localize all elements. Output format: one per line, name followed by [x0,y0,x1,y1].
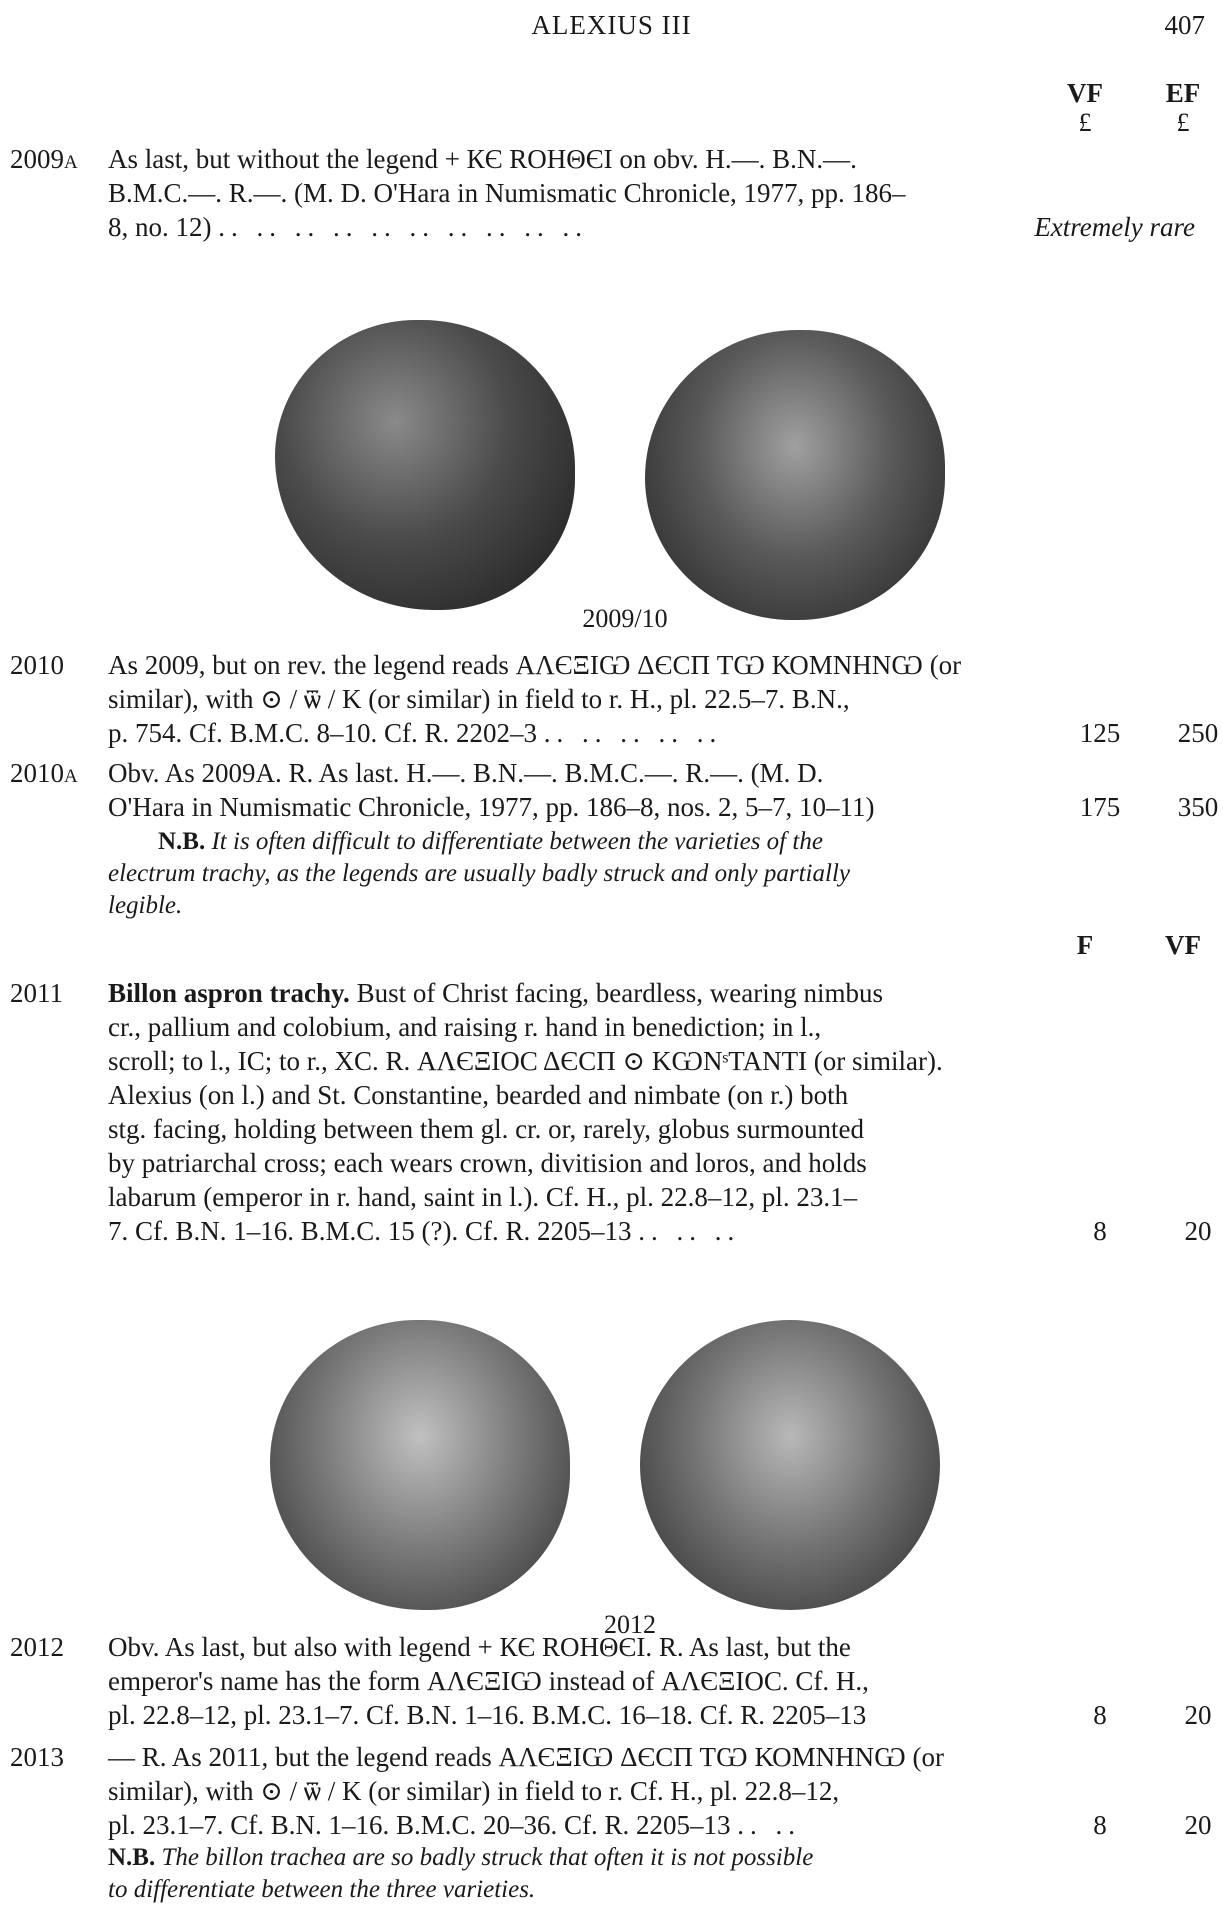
coin-figure-2009-10 [275,320,975,640]
price-f: 8 [1093,1216,1107,1246]
running-title: ALEXIUS III [531,10,692,40]
ef-heading: EF [1165,78,1201,108]
nota-bene-electrum: N.B. It is often difficult to differentiate between the varieties of the electrum trachy, as the legends are usually badly struck and only partially legible. [108,828,850,919]
vf-currency: £ [1078,108,1092,137]
page-header [0,8,1223,48]
description-line: 7. Cf. B.N. 1–16. B.M.C. 15 (?). Cf. R. 2205–13 .. .. .. [108,1216,741,1246]
description-line: similar), with ⊙ / ѿ / K (or similar) in field to r. Cf. H., pl. 22.8–12, [108,1776,840,1806]
coin-obverse-image [270,1320,570,1610]
vf-heading: VF [1067,78,1103,108]
leader-dots: .. .. .. [638,1216,741,1246]
description-line: As last, but without the legend + КЄ ROHΘЄI on obv. H.—. B.N.—. [108,144,857,174]
description-line: Alexius (on l.) and St. Constantine, bearded and nimbate (on r.) both [108,1080,849,1110]
entry-description [108,976,1008,1248]
coin-obverse-image [275,320,575,610]
nota-bene-billon: N.B. The billon trachea are so badly struck that often it is not possible to differentiate between the three varieties. [108,1844,814,1903]
catalogue-entry-2009a [10,142,1210,252]
entry-number: 2012 [10,1632,64,1662]
entry-number: 2010A [10,758,79,788]
price-vf: 125 [1079,718,1121,748]
catalogue-entry-2013 [10,1740,1210,1850]
description-line: similar), with ⊙ / ѿ / K (or similar) in field to r. H., pl. 22.5–7. B.N., [108,684,850,714]
entry-description [108,142,1008,244]
description-line: O'Hara in Numismatic Chronicle, 1977, pp. 186–8, nos. 2, 5–7, 10–11) [108,792,875,822]
description-line: As 2009, but on rev. the legend reads ΑΛЄΞΙѠ ΔЄСП ΤѠ ΚΟΜΝΗΝѠ (or [108,650,962,680]
figure-caption: 2009/10 [582,604,668,633]
entry-description [108,1740,1008,1842]
catalogue-entry-2011 [10,976,1210,1256]
description-line: pl. 23.1–7. Cf. B.N. 1–16. B.M.C. 20–36. Cf. R. 2205–13 .. .. [108,1810,802,1840]
leader-dots: .. .. .. .. .. .. .. .. .. .. [218,212,588,242]
leader-dots: .. .. .. .. .. [543,718,723,748]
entry-description [108,756,1008,824]
description-line: stg. facing, holding between them gl. cr. or, rarely, globus surmounted [108,1114,864,1144]
entry-number: 2009A [10,144,79,174]
description-line: labarum (emperor in r. hand, saint in l.). Cf. H., pl. 22.8–12, pl. 23.1– [108,1182,858,1212]
f-heading: F [1076,930,1094,960]
price-f: 8 [1093,1700,1107,1730]
price-ef: 350 [1177,792,1219,822]
price-vf: 20 [1184,1810,1212,1840]
description-line: Obv. As 2009A. R. As last. H.—. B.N.—. B.M.C.—. R.—. (M. D. [108,758,824,788]
vf-heading: VF [1165,930,1201,960]
entry-number: 2011 [10,978,63,1008]
description-line: Billon aspron trachy. Bust of Christ facing, beardless, wearing nimbus [108,978,883,1008]
catalogue-entry-2012 [10,1630,1210,1740]
description-line: pl. 22.8–12, pl. 23.1–7. Cf. B.N. 1–16. B.M.C. 16–18. Cf. R. 2205–13 [108,1700,867,1730]
nb-label: N.B. [108,1844,156,1871]
price-f: 8 [1093,1810,1107,1840]
price-vf: 175 [1079,792,1121,822]
ef-currency: £ [1176,108,1190,137]
price-ef: 250 [1177,718,1219,748]
rarity-note: Extremely rare [1034,212,1195,242]
entry-description [108,1630,1008,1732]
nb-label: N.B. [158,828,206,855]
description-line: scroll; to l., IC; to r., XC. R. ΑΛЄΞΙΟϹ ΔЄСП ⊙ ΚѠΝˢΤΑΝΤΙ (or similar). [108,1046,943,1076]
description-line: 8, no. 12) .. .. .. .. .. .. .. .. .. .. [108,212,588,242]
price-vf: 20 [1184,1216,1212,1246]
leader-dots: .. .. [737,1810,802,1840]
entry-number: 2013 [10,1742,64,1772]
description-line: Obv. As last, but also with legend + КЄ ROHΘЄI. R. As last, but the [108,1632,851,1662]
description-line: — R. As 2011, but the legend reads ΑΛЄΞΙѠ ΔЄСП ΤѠ ΚΟΜΝΗΝѠ (or [108,1742,944,1772]
page-number: 407 [1164,10,1205,40]
entry-description [108,648,1008,750]
description-line: p. 754. Cf. B.M.C. 8–10. Cf. R. 2202–3 .. .. .. .. .. [108,718,723,748]
description-line: B.M.C.—. R.—. (M. D. O'Hara in Numismatic Chronicle, 1977, pp. 186– [108,178,906,208]
description-line: emperor's name has the form ΑΛЄΞΙѠ instead of ΑΛЄΞΙΟϹ. Cf. H., [108,1666,869,1696]
denomination-title: Billon aspron trachy. [108,978,350,1008]
price-vf: 20 [1184,1700,1212,1730]
entry-number: 2010 [10,650,64,680]
coin-reverse-image [645,330,945,620]
figure-caption: 2012 [604,1610,656,1639]
description-line: by patriarchal cross; each wears crown, divitision and loros, and holds [108,1148,867,1178]
coin-reverse-image [640,1320,940,1610]
description-line: cr., pallium and colobium, and raising r. hand in benediction; in l., [108,1012,822,1042]
coin-figure-2012 [270,1320,970,1645]
catalogue-entry-2010 [10,648,1219,758]
